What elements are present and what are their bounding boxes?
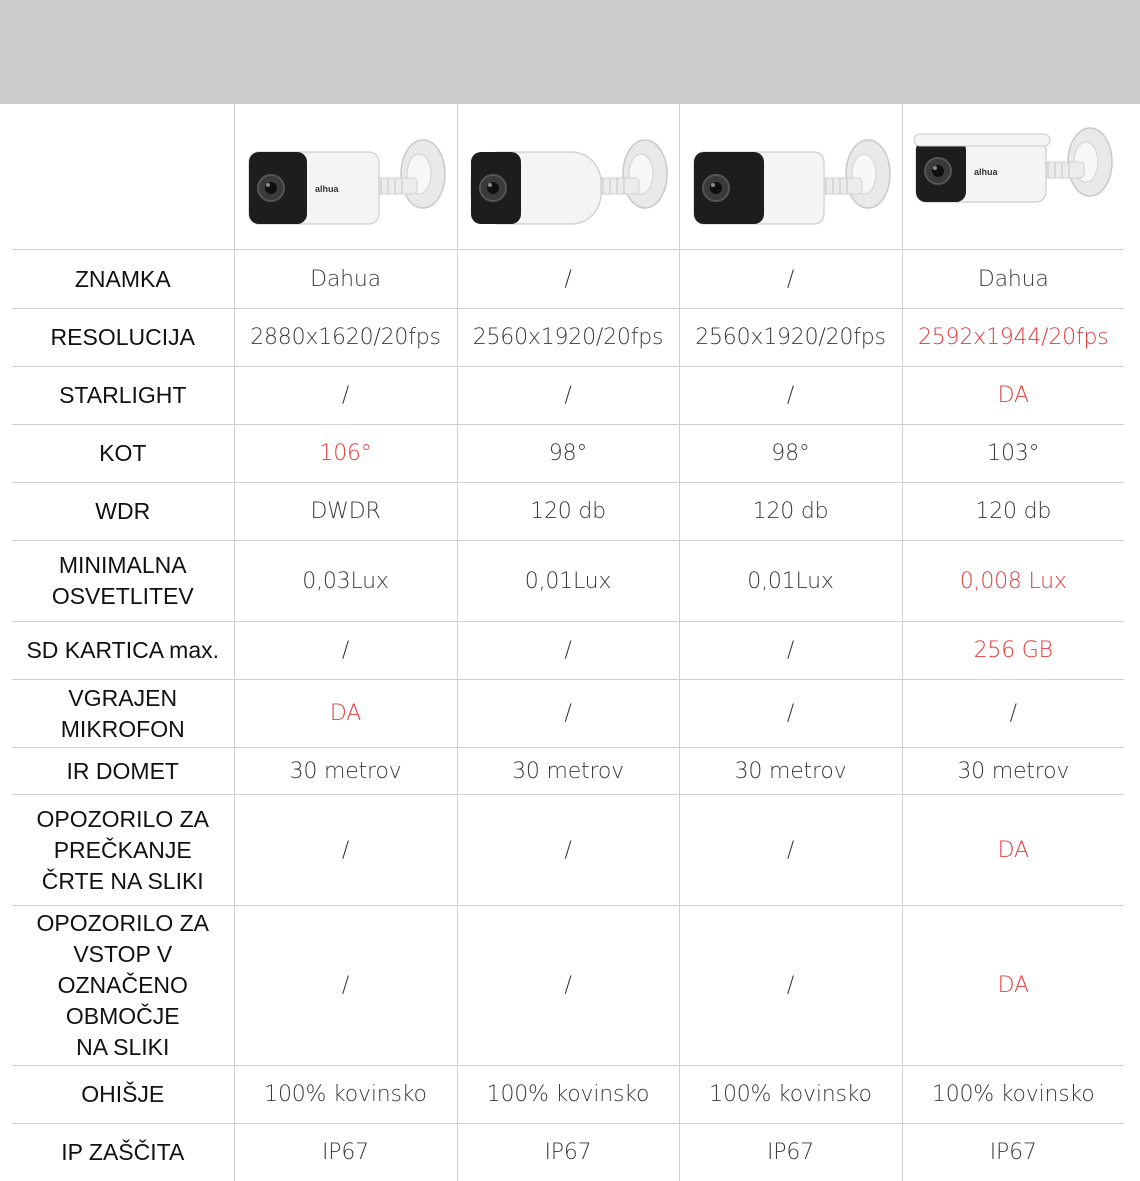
- spec-value: 0,01Lux: [679, 541, 902, 622]
- spec-label-line: ČRTE NA SLIKI: [42, 868, 204, 894]
- spec-row: [12, 680, 1124, 748]
- spec-value: IP67: [679, 1124, 902, 1181]
- spec-value: DWDR: [234, 483, 457, 541]
- spec-label-line: NA SLIKI: [76, 1034, 169, 1060]
- spec-value: IP67: [902, 1124, 1124, 1181]
- spec-value: 2592x1944/20fps: [902, 309, 1124, 367]
- spec-value: /: [457, 622, 679, 680]
- spec-value: 98°: [679, 425, 902, 483]
- camera-images-row: [12, 104, 1124, 250]
- spec-row: [12, 906, 1124, 1066]
- spec-label: [12, 483, 234, 541]
- spec-label: [12, 795, 234, 906]
- spec-label: [12, 906, 234, 1066]
- spec-value: 0,03Lux: [234, 541, 457, 622]
- spec-value: DA: [902, 795, 1124, 906]
- spec-row: [12, 483, 1124, 541]
- camera-image-cell: [902, 104, 1124, 250]
- spec-value: Dahua: [234, 250, 457, 309]
- spec-value: /: [679, 250, 902, 309]
- spec-value: /: [234, 795, 457, 906]
- camera-image-cell: [234, 104, 457, 250]
- spec-label: [12, 622, 234, 680]
- spec-value: 103°: [902, 425, 1124, 483]
- spec-value: 30 metrov: [679, 748, 902, 795]
- spec-value: 98°: [457, 425, 679, 483]
- spec-label: [12, 309, 234, 367]
- spec-label-line: WDR: [95, 498, 150, 524]
- spec-value: /: [679, 680, 902, 748]
- spec-label: [12, 541, 234, 622]
- spec-label: [12, 680, 234, 748]
- spec-label-line: MINIMALNA: [59, 552, 187, 578]
- spec-value: /: [457, 250, 679, 309]
- spec-label-line: MIKROFON: [61, 716, 185, 742]
- spec-value: 2880x1620/20fps: [234, 309, 457, 367]
- spec-value: /: [234, 367, 457, 425]
- spec-row: [12, 309, 1124, 367]
- spec-row: [12, 748, 1124, 795]
- bullet-camera-icon: [686, 112, 896, 242]
- brand-logo: alhua: [974, 167, 999, 177]
- spec-label-line: OHIŠJE: [81, 1081, 164, 1107]
- comparison-table: [12, 104, 1124, 1181]
- spec-label: [12, 250, 234, 309]
- spec-value: /: [679, 795, 902, 906]
- spec-row: [12, 795, 1124, 906]
- brand-logo: alhua: [315, 184, 340, 194]
- spec-value: /: [679, 906, 902, 1066]
- bullet-camera-icon: [463, 112, 673, 242]
- spec-label-line: SD KARTICA max.: [26, 637, 219, 663]
- spec-value: DA: [234, 680, 457, 748]
- spec-label: [12, 367, 234, 425]
- spec-label: [12, 1124, 234, 1181]
- spec-label-line: OBMOČJE: [66, 1003, 180, 1029]
- spec-value: 100% kovinsko: [234, 1066, 457, 1124]
- spec-value: IP67: [457, 1124, 679, 1181]
- spec-value: 30 metrov: [457, 748, 679, 795]
- spec-value: 256 GB: [902, 622, 1124, 680]
- spec-value: 30 metrov: [234, 748, 457, 795]
- spec-value: /: [679, 622, 902, 680]
- spec-value: 106°: [234, 425, 457, 483]
- spec-label: [12, 748, 234, 795]
- spec-row: [12, 250, 1124, 309]
- spec-label-line: RESOLUCIJA: [51, 324, 195, 350]
- spec-label-line: OZNAČENO: [58, 972, 188, 998]
- spec-value: Dahua: [902, 250, 1124, 309]
- spec-value: /: [234, 906, 457, 1066]
- spec-label-line: KOT: [99, 440, 146, 466]
- spec-label-line: OPOZORILO ZA: [36, 806, 209, 832]
- spec-value: 120 db: [457, 483, 679, 541]
- spec-row: [12, 541, 1124, 622]
- spec-row: [12, 367, 1124, 425]
- spec-label: [12, 1066, 234, 1124]
- spec-value: DA: [902, 367, 1124, 425]
- spec-value: 120 db: [902, 483, 1124, 541]
- spec-label-line: PREČKANJE: [54, 837, 192, 863]
- spec-value: 2560x1920/20fps: [457, 309, 679, 367]
- spec-value: 100% kovinsko: [457, 1066, 679, 1124]
- spec-value: /: [457, 906, 679, 1066]
- spec-value: /: [457, 795, 679, 906]
- spec-value: 0,01Lux: [457, 541, 679, 622]
- spec-value: 100% kovinsko: [902, 1066, 1124, 1124]
- spec-value: /: [679, 367, 902, 425]
- spec-value: /: [234, 622, 457, 680]
- spec-value: 0,008 Lux: [902, 541, 1124, 622]
- spec-value: DA: [902, 906, 1124, 1066]
- spec-row: [12, 1066, 1124, 1124]
- spec-value: 30 metrov: [902, 748, 1124, 795]
- spec-label-line: STARLIGHT: [59, 382, 186, 408]
- spec-label-line: IR DOMET: [67, 758, 179, 784]
- spec-label-line: VSTOP V: [73, 941, 172, 967]
- spec-value: 120 db: [679, 483, 902, 541]
- title-banner: [0, 0, 1140, 104]
- camera-image-cell: [457, 104, 679, 250]
- dahua-bullet-camera-icon: [241, 112, 451, 242]
- spec-row: [12, 425, 1124, 483]
- spec-row: [12, 1124, 1124, 1181]
- spec-value: 2560x1920/20fps: [679, 309, 902, 367]
- spec-row: [12, 622, 1124, 680]
- spec-value: /: [457, 680, 679, 748]
- spec-value: /: [902, 680, 1124, 748]
- empty-corner-cell: [12, 104, 234, 250]
- spec-value: /: [457, 367, 679, 425]
- camera-image-cell: [679, 104, 902, 250]
- spec-label-line: ZNAMKA: [75, 266, 171, 292]
- spec-value: IP67: [234, 1124, 457, 1181]
- spec-value: 100% kovinsko: [679, 1066, 902, 1124]
- spec-label-line: IP ZAŠČITA: [61, 1139, 184, 1165]
- spec-label-line: OSVETLITEV: [52, 583, 194, 609]
- spec-label-line: OPOZORILO ZA: [36, 910, 209, 936]
- spec-label: [12, 425, 234, 483]
- dahua-bullet-camera-icon: [908, 112, 1118, 242]
- spec-label-line: VGRAJEN: [68, 685, 177, 711]
